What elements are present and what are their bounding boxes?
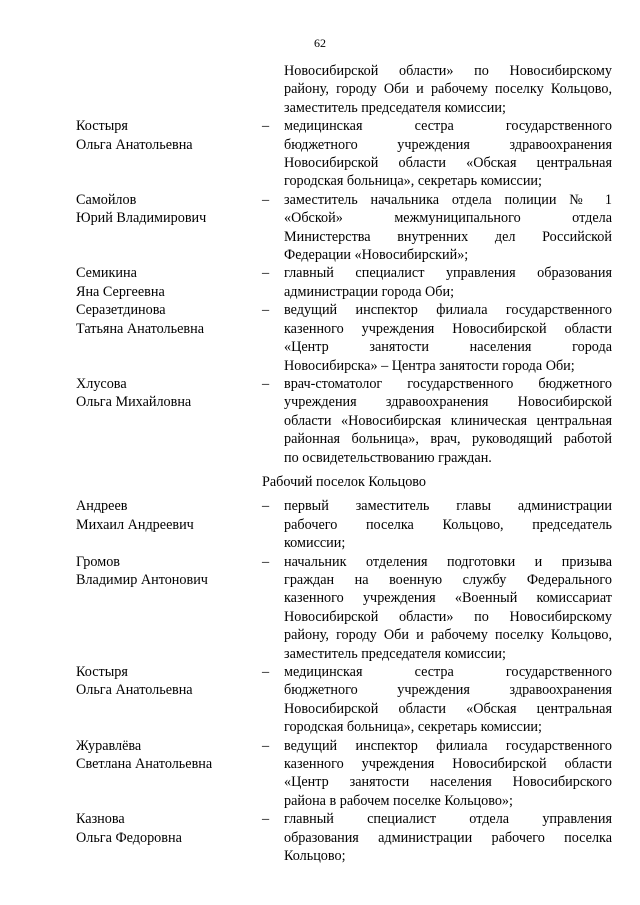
description-line: Новосибирской области «Обская центральная xyxy=(284,155,612,172)
member-name xyxy=(76,737,262,811)
dash-separator: – xyxy=(262,302,270,319)
member-given-names: Светлана Анатольевна xyxy=(76,756,213,773)
description-line: районная больница», врач, руководящий работой xyxy=(284,431,612,448)
member-given-names: Ольга Анатольевна xyxy=(76,136,193,153)
member-position xyxy=(284,375,612,467)
member-entry xyxy=(76,264,612,301)
member-name xyxy=(76,663,262,737)
dash-separator: – xyxy=(262,664,270,680)
description-line: по освидетельствованию граждан. xyxy=(284,449,492,466)
dash-separator: – xyxy=(262,553,270,570)
description-line: заместитель председателя комиссии; xyxy=(284,99,506,116)
description-line: бюджетного учреждения здравоохранения xyxy=(284,136,612,153)
member-name xyxy=(76,375,262,467)
description-line: граждан на военную службу Федерального xyxy=(284,571,612,588)
member-entry xyxy=(76,810,612,865)
member-entry xyxy=(76,737,612,811)
continuation-text xyxy=(284,62,612,117)
description-line: администрации города Оби; xyxy=(284,283,455,300)
description-line: «Обской» межмуниципального отдела xyxy=(284,210,612,227)
member-position xyxy=(284,497,612,552)
member-surname: Журавлёва xyxy=(76,737,142,754)
description-line: области «Новосибирская клиническая центральная xyxy=(284,412,612,429)
section-title: Рабочий поселок Кольцово xyxy=(261,473,426,490)
member-list-koltsovo xyxy=(76,497,612,865)
description-line: района в рабочем поселке Кольцово»; xyxy=(284,792,513,809)
description-line: заместитель председателя комиссии; xyxy=(284,645,506,662)
member-given-names: Юрий Владимирович xyxy=(76,210,207,227)
member-entry xyxy=(76,301,612,375)
document-body xyxy=(76,62,612,865)
description-line: учреждения здравоохранения Новосибирской xyxy=(284,394,612,411)
member-surname: Костыря xyxy=(76,118,128,135)
member-entry xyxy=(76,553,612,663)
member-entry xyxy=(76,117,612,191)
description-line: Министерства внутренних дел Российской xyxy=(284,228,612,245)
description-line: «Центр занятости населения города xyxy=(284,339,612,356)
member-given-names: Яна Сергеевна xyxy=(76,283,165,300)
description-line: ведущий инспектор филиала государственного xyxy=(284,737,612,754)
member-surname: Костыря xyxy=(76,664,128,680)
member-position xyxy=(284,191,612,265)
description-line: городская больница», секретарь комиссии; xyxy=(284,173,542,190)
member-surname: Самойлов xyxy=(76,191,137,208)
description-line: городская больница», секретарь комиссии; xyxy=(284,719,542,736)
description-line: бюджетного учреждения здравоохранения xyxy=(284,682,612,699)
description-line: Новосибирска» – Центра занятости города Оби; xyxy=(284,357,575,374)
member-name xyxy=(76,264,262,301)
member-given-names: Ольга Федоровна xyxy=(76,829,182,846)
member-given-names: Михаил Андреевич xyxy=(76,516,194,533)
member-position xyxy=(284,737,612,811)
member-position xyxy=(284,553,612,663)
member-position xyxy=(284,301,612,375)
description-line: врач-стоматолог государственного бюджетного xyxy=(284,375,612,392)
description-line: заместитель начальника отдела полиции № 1 xyxy=(284,191,612,208)
description-line: образования администрации рабочего поселка xyxy=(284,829,612,846)
member-surname: Серазетдинова xyxy=(76,302,166,319)
description-line: ведущий инспектор филиала государственного xyxy=(284,302,612,319)
description-line: первый заместитель главы администрации xyxy=(284,498,612,515)
member-name xyxy=(76,810,262,865)
description-line: району, городу Оби и рабочему поселку Кольцово, xyxy=(284,81,612,98)
description-line: комиссии; xyxy=(284,535,346,552)
member-name xyxy=(76,301,262,375)
description-line: Новосибирской области» по Новосибирскому xyxy=(284,63,612,79)
dash-separator: – xyxy=(262,265,270,282)
dash-separator: – xyxy=(262,118,270,135)
member-surname: Громов xyxy=(76,553,120,570)
member-entry xyxy=(76,191,612,265)
description-line: казенного учреждения Новосибирской области xyxy=(284,320,612,337)
description-line: рабочего поселка Кольцово, председатель xyxy=(284,516,612,533)
description-line: Федерации «Новосибирский»; xyxy=(284,247,469,264)
member-position xyxy=(284,810,612,865)
member-entry xyxy=(76,663,612,737)
dash-separator: – xyxy=(262,191,270,208)
member-position xyxy=(284,264,612,301)
description-line: району, городу Оби и рабочему поселку Кольцово, xyxy=(284,627,612,644)
description-line: главный специалист отдела управления xyxy=(284,811,612,828)
member-entry xyxy=(76,375,612,467)
page-number: 62 xyxy=(314,36,326,50)
member-surname: Андреев xyxy=(76,498,128,515)
member-name xyxy=(76,553,262,663)
description-line: Новосибирской области» по Новосибирскому xyxy=(284,608,612,625)
description-line: начальник отделения подготовки и призыва xyxy=(284,553,612,570)
member-name xyxy=(76,117,262,191)
dash-separator: – xyxy=(262,375,270,392)
member-given-names: Ольга Михайловна xyxy=(76,394,192,411)
member-surname: Семикина xyxy=(76,265,137,282)
description-line: Кольцово; xyxy=(284,848,346,865)
member-surname: Казнова xyxy=(76,811,125,828)
description-line: «Центр занятости населения Новосибирского xyxy=(284,774,612,791)
member-entry xyxy=(76,497,612,552)
member-list-obi xyxy=(76,117,612,467)
description-line: медицинская сестра государственного xyxy=(284,118,612,135)
description-line: казенного учреждения «Военный комиссариат xyxy=(284,590,612,607)
member-position xyxy=(284,663,612,737)
member-given-names: Ольга Анатольевна xyxy=(76,682,193,699)
description-line: главный специалист управления образования xyxy=(284,265,612,282)
description-line: Новосибирской области «Обская центральная xyxy=(284,700,612,717)
member-position xyxy=(284,117,612,191)
member-surname: Хлусова xyxy=(76,375,127,392)
dash-separator: – xyxy=(262,737,270,754)
description-line: медицинская сестра государственного xyxy=(284,664,612,680)
member-given-names: Владимир Антонович xyxy=(76,571,208,588)
description-line: казенного учреждения Новосибирской области xyxy=(284,756,612,773)
member-name xyxy=(76,191,262,265)
dash-separator: – xyxy=(262,811,270,828)
member-given-names: Татьяна Анатольевна xyxy=(76,320,204,337)
dash-separator: – xyxy=(262,498,270,515)
member-name xyxy=(76,497,262,552)
